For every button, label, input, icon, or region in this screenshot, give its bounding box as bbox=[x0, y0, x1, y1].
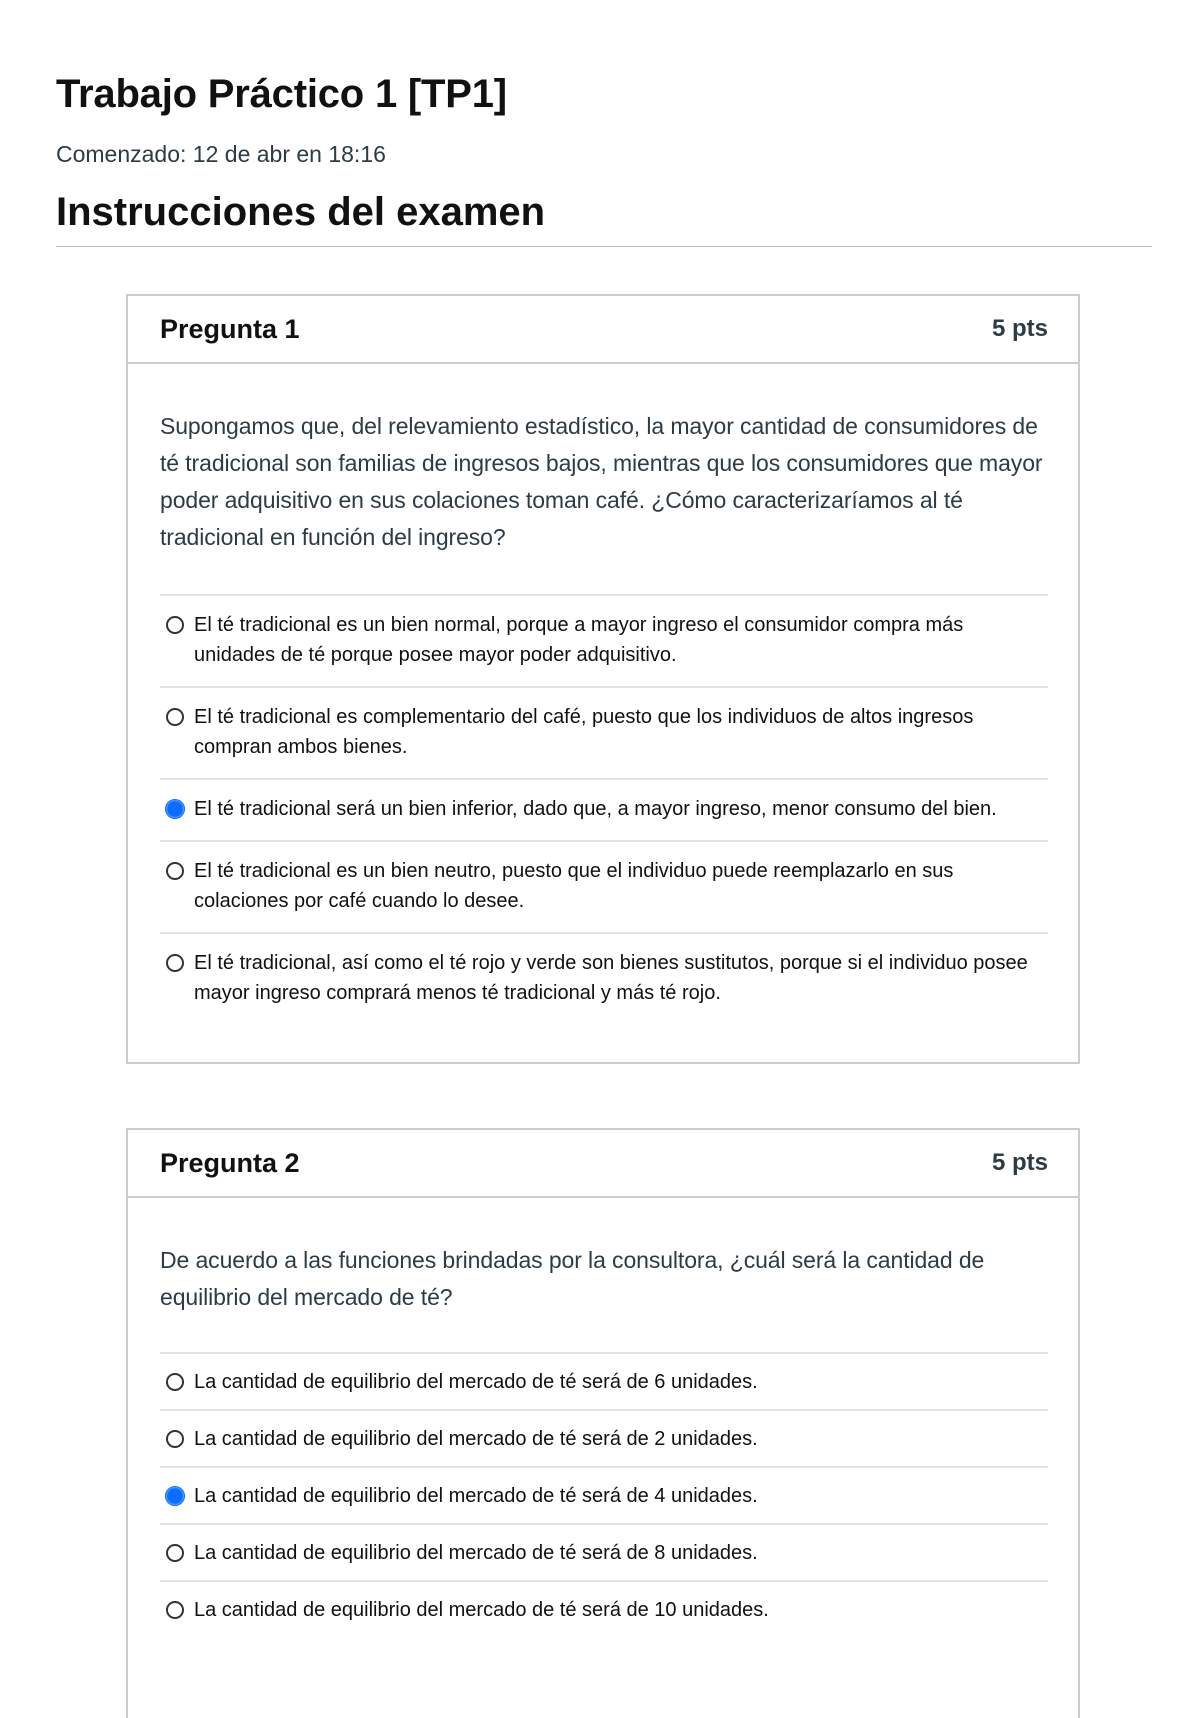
answer-option[interactable] bbox=[160, 1580, 1048, 1637]
answer-label: El té tradicional es un bien neutro, puesto que el individuo puede reemplazarlo en sus colaciones por café cuando lo desee. bbox=[194, 860, 954, 912]
question-points: 5 pts bbox=[991, 315, 1048, 342]
radio-button[interactable] bbox=[166, 1373, 184, 1391]
question-card-1 bbox=[126, 294, 1080, 1064]
answer-label: La cantidad de equilibrio del mercado de té será de 8 unidades. bbox=[194, 1542, 758, 1564]
radio-button[interactable] bbox=[166, 616, 184, 634]
question-name: Pregunta 2 bbox=[160, 1147, 300, 1178]
answer-option[interactable] bbox=[160, 686, 1048, 778]
answer-label: El té tradicional es complementario del café, puesto que los individuos de altos ingresos compran ambos bienes. bbox=[194, 706, 974, 758]
answer-option[interactable] bbox=[160, 840, 1048, 932]
question-header bbox=[128, 296, 1078, 364]
started-timestamp: Comenzado: 12 de abr en 18:16 bbox=[56, 141, 386, 167]
answer-option[interactable] bbox=[160, 1523, 1048, 1580]
answer-label: El té tradicional es un bien normal, porque a mayor ingreso el consumidor compra más unidades de té porque posee mayor poder adquisitivo. bbox=[194, 614, 964, 666]
radio-button[interactable] bbox=[166, 708, 184, 726]
answer-label: La cantidad de equilibrio del mercado de té será de 2 unidades. bbox=[194, 1428, 758, 1450]
question-text: Supongamos que, del relevamiento estadístico, la mayor cantidad de consumidores de té tradicional son familias de ingresos bajos, mientras que los consumidores que mayor poder adquisitivo en sus colaciones toman café. ¿Cómo caracterizaríamos al té tradicional en función del ingreso? bbox=[160, 413, 1043, 550]
question-points: 5 pts bbox=[991, 1149, 1048, 1176]
radio-button[interactable] bbox=[166, 800, 184, 818]
radio-button[interactable] bbox=[166, 1601, 184, 1619]
radio-button[interactable] bbox=[166, 862, 184, 880]
answer-option[interactable] bbox=[160, 1409, 1048, 1466]
radio-button[interactable] bbox=[166, 1430, 184, 1448]
question-body bbox=[128, 1198, 1078, 1637]
answer-list bbox=[160, 1352, 1048, 1637]
answer-option[interactable] bbox=[160, 932, 1048, 1024]
answer-label: El té tradicional será un bien inferior, dado que, a mayor ingreso, menor consumo del bien. bbox=[194, 798, 997, 820]
quiz-page bbox=[56, 56, 1152, 1621]
instructions-heading: Instrucciones del examen bbox=[56, 190, 546, 234]
header-divider bbox=[56, 246, 1152, 247]
answer-label: La cantidad de equilibrio del mercado de té será de 10 unidades. bbox=[194, 1599, 769, 1621]
answer-label: La cantidad de equilibrio del mercado de té será de 6 unidades. bbox=[194, 1371, 758, 1393]
question-name: Pregunta 1 bbox=[160, 313, 300, 344]
answer-option[interactable] bbox=[160, 778, 1048, 840]
radio-button[interactable] bbox=[166, 1544, 184, 1562]
question-header bbox=[128, 1130, 1078, 1198]
answer-label: El té tradicional, así como el té rojo y verde son bienes sustitutos, porque si el individuo posee mayor ingreso comprará menos té tradicional y más té rojo. bbox=[194, 952, 1028, 1004]
answer-option[interactable] bbox=[160, 1466, 1048, 1523]
page-title: Trabajo Práctico 1 [TP1] bbox=[56, 72, 507, 116]
question-card-2 bbox=[126, 1128, 1080, 1718]
question-text: De acuerdo a las funciones brindadas por la consultora, ¿cuál será la cantidad de equilibrio del mercado de té? bbox=[160, 1247, 985, 1310]
radio-button[interactable] bbox=[166, 954, 184, 972]
answer-option[interactable] bbox=[160, 594, 1048, 686]
answer-list bbox=[160, 594, 1048, 1024]
answer-option[interactable] bbox=[160, 1352, 1048, 1409]
answer-label: La cantidad de equilibrio del mercado de té será de 4 unidades. bbox=[194, 1485, 758, 1507]
question-body bbox=[128, 364, 1078, 1024]
radio-button[interactable] bbox=[166, 1487, 184, 1505]
